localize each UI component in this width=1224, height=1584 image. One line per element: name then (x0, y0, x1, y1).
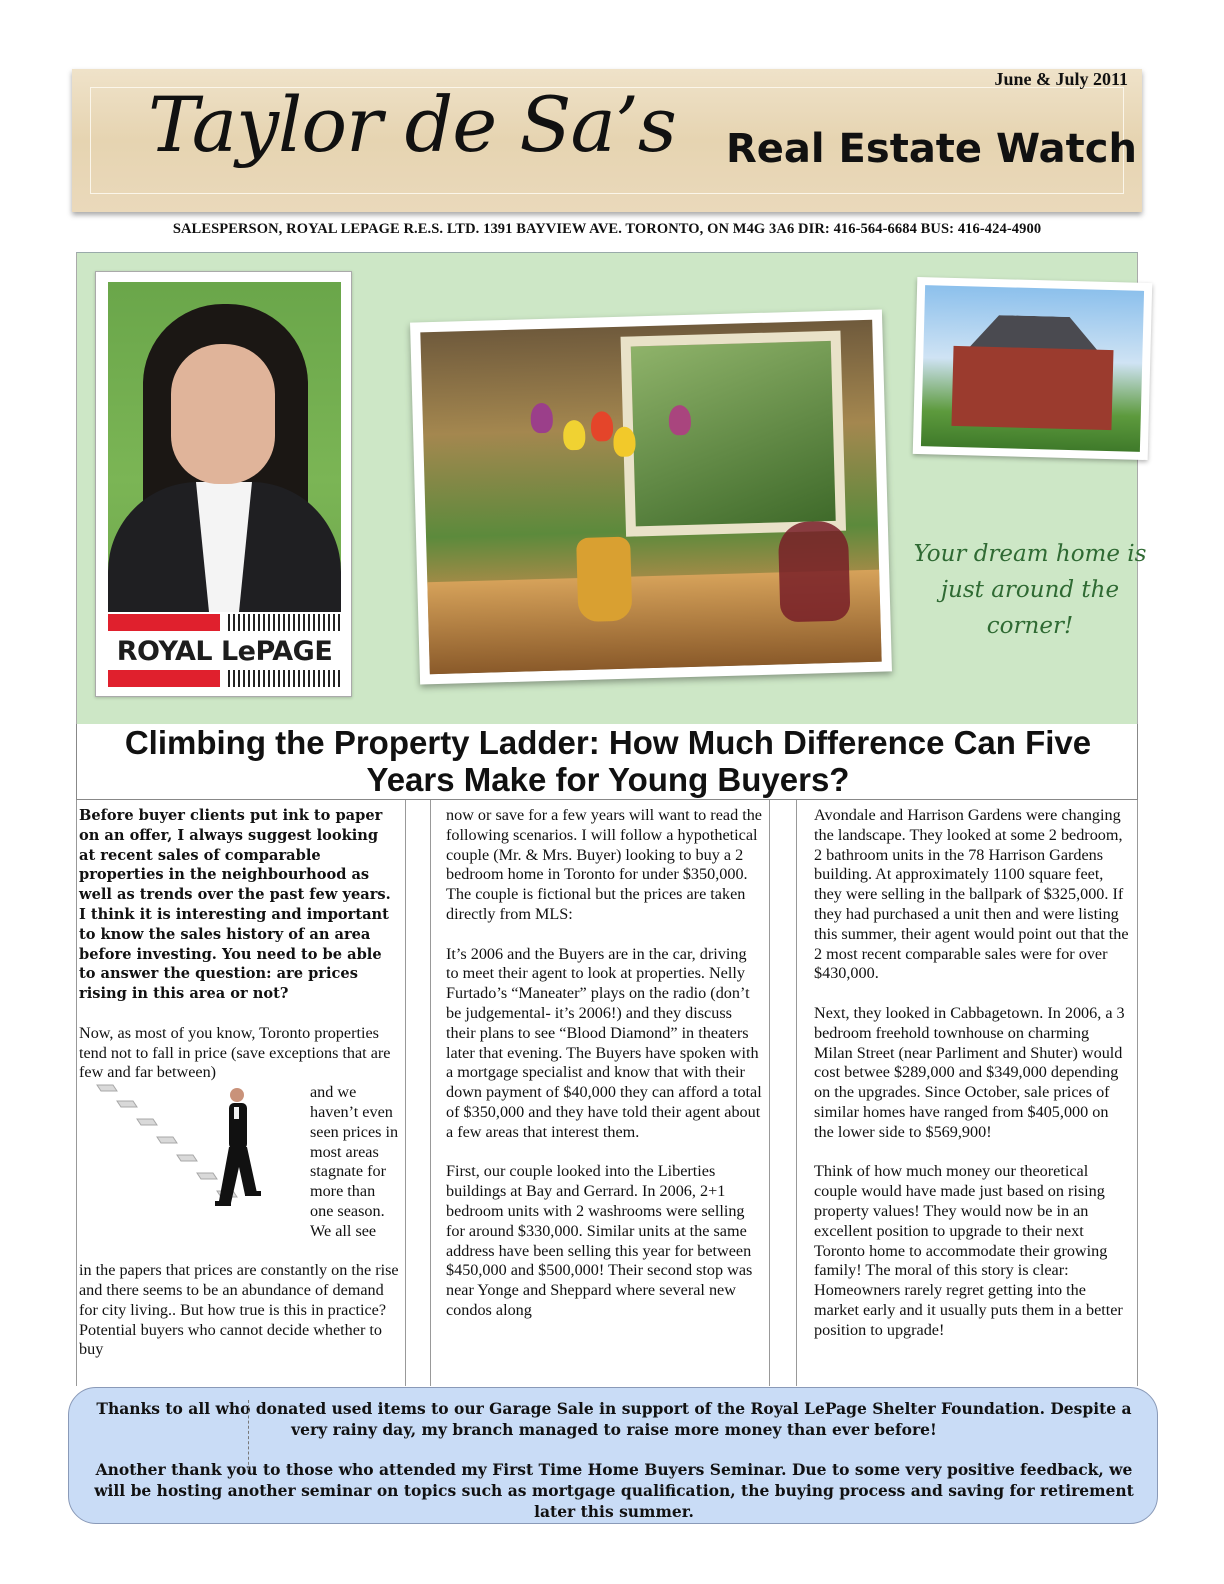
tagline: Your dream home is just around the corner! (913, 541, 1147, 639)
contact-line: SALESPERSON, ROYAL LEPAGE R.E.S. LTD. 1391 BAYVIEW AVE. TORONTO, ON M4G 3A6 DIR: 416-564-6684 BUS: 416-424-4900 (172, 221, 1042, 237)
article-paragraph: Next, they looked in Cabbagetown. In 2006, a 3 bedroom freehold townhouse on charming Milan Street (near Parliment and Shuter) would cost betwee $289,000 and $349,000 depending on the upgrades. Since October, sale prices of similar homes have ranged from $405,000 on the lower side to $569,900! (814, 1003, 1125, 1141)
article-paragraph: Think of how much money our theoretical couple would have made just based on rising property values! They would now be in an excellent position to upgrade to their next Toronto home to accommodate their growing family! The moral of this story is clear: Homeowners rarely regret getting into the market early and it usually puts them in a better position to upgrade! (814, 1162, 1123, 1339)
newsletter-title: Real Estate Watch (726, 126, 1137, 172)
article-headline: Climbing the Property Ladder: How Much Difference Can Five Years Make for Young Buyers? (124, 724, 1092, 798)
logo-text: ROYAL LePAGE (116, 636, 333, 667)
article-column-3 (814, 806, 1130, 1341)
royal-lepage-logo (108, 614, 341, 690)
callout-divider (248, 1400, 249, 1470)
article-paragraph: in the papers that prices are constantly on the rise and there seems to be an abundance of demand for city living.. But how true is this in practice? Potential buyers who cannot decide whether to buy (79, 1261, 399, 1359)
agent-name-script: Taylor de Sa’s (148, 80, 676, 169)
wrapped-text: and we haven’t even seen prices in most areas stagnate for more than one season. We all see (310, 1083, 399, 1240)
thank-you-callout (68, 1387, 1158, 1524)
article-paragraph: Now, as most of you know, Toronto properties tend not to fall in price (save exceptions that are few and far between) (79, 1023, 391, 1082)
callout-seminar: Another thank you to those who attended my First Time Home Buyers Seminar. Due to some very positive feedback, we will be hosting another seminar on topics such as mortgage qualification, the buying process and saving for retirement later this summer. (94, 1460, 1134, 1521)
issue-date: June & July 2011 (994, 69, 1128, 89)
agent-portrait-image (108, 282, 341, 612)
headline-box (76, 724, 1138, 800)
tulips-window-photo (410, 309, 892, 684)
agent-photo-card (95, 271, 352, 697)
climbing-stairs-illustration (79, 1083, 301, 1255)
stairs-figure-wrap (79, 1083, 399, 1261)
article-column-2 (446, 806, 762, 1321)
article-paragraph: now or save for a few years will want to read the following scenarios. I will follow a hypothetical couple (Mr. & Mrs. Buyer) looking to buy a 2 bedroom home in Toronto for under $350,000. The couple is fictional but the prices are taken directly from MLS: (446, 806, 762, 923)
callout-garage-sale: Thanks to all who donated used items to our Garage Sale in support of the Royal LePage Shelter Foundation. Despite a very rainy day, my branch managed to raise more money than ever before! (96, 1399, 1132, 1439)
article-paragraph: It’s 2006 and the Buyers are in the car, driving to meet their agent to look at properties. Nelly Furtado’s “Maneater” plays on the radio (don’t be judgemental- it’s 2006!) and they discuss their plans to see “Blood Diamond” in theaters later that evening. The Buyers have spoken with a mortgage specialist and know that with their down payment of $40,000 they can afford a total of $350,000 and they have told their agent about a few areas that interest them. (446, 944, 762, 1141)
house-photo (913, 277, 1153, 460)
article-column-1 (79, 806, 399, 1360)
article-paragraph: Avondale and Harrison Gardens were changing the landscape. They looked at some 2 bedroom, 2 bathroom units in the 78 Harrison Gardens building. At approximately 1100 square feet, they were selling in the ballpark of $325,000. If they had purchased a unit then and were listing this summer, their agent would point out that the 2 most recent comparable sales were for over $430,000. (814, 806, 1129, 983)
article-lead: Before buyer clients put ink to paper on an offer, I always suggest looking at recent sales of comparable properties in the neighbourhood as well as trends over the past few years. I think it is interesting and important to know the sales history of an area before investing. You need to be able to answer the question: are prices rising in this area or not? (79, 807, 391, 1003)
masthead (72, 69, 1142, 212)
article-paragraph: First, our couple looked into the Liberties buildings at Bay and Gerrard. In 2006, 2+1 bedroom units with 2 washrooms were selling for around $330,000. Similar units at the same address have been selling this year for between $450,000 and $500,000! Their second stop was near Yonge and Sheppard where several new condos along (446, 1162, 753, 1319)
